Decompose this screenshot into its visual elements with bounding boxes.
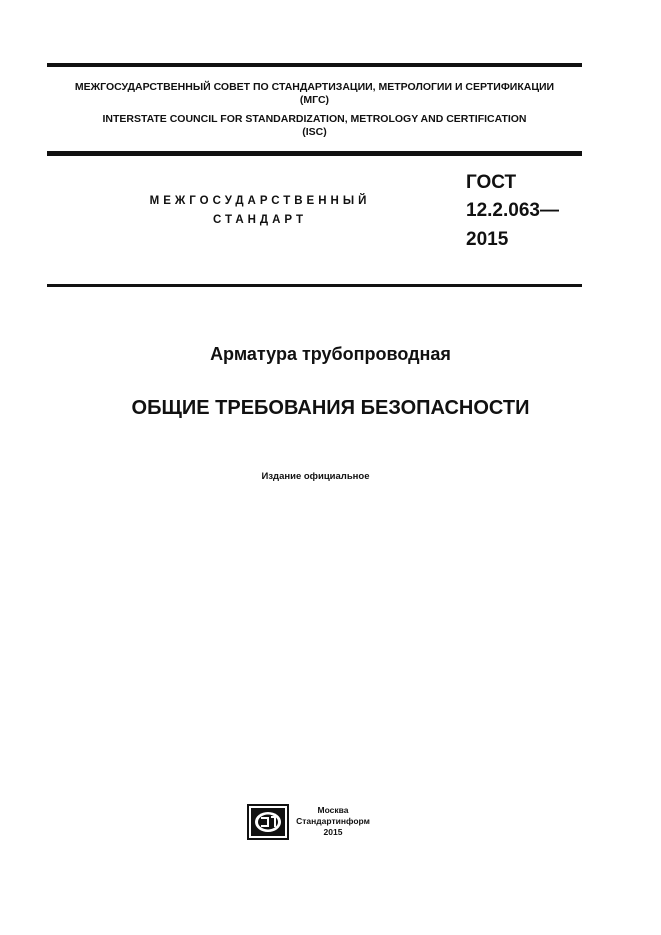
standard-label-line2: СТАНДАРТ [213, 214, 307, 226]
council-ru-line1: МЕЖГОСУДАРСТВЕННЫЙ СОВЕТ ПО СТАНДАРТИЗАЦИИ, МЕТРОЛОГИИ И СЕРТИФИКАЦИИ [74, 81, 555, 93]
gost-year: 2015 [466, 229, 509, 250]
publisher-block [295, 805, 371, 838]
edition-note: Издание официальное [261, 471, 370, 482]
gost-number: 12.2.063— [466, 200, 559, 221]
document-subject: Арматура трубопроводная [210, 344, 451, 364]
standard-label-line1: МЕЖГОСУДАРСТВЕННЫЙ [149, 195, 371, 207]
council-ru-line2: (МГС) [299, 94, 330, 106]
publisher-city: Москва [317, 805, 349, 815]
top-rule [47, 63, 582, 67]
gost-label: ГОСТ [466, 172, 517, 193]
council-en-line2: (ISC) [302, 126, 327, 138]
standartinform-logo-icon [247, 804, 289, 840]
publisher-name: Стандартинформ [296, 816, 370, 826]
header-thick-rule [47, 151, 582, 156]
council-en-line1: INTERSTATE COUNCIL FOR STANDARDIZATION, METROLOGY AND CERTIFICATION [102, 113, 527, 125]
publisher-year: 2015 [323, 827, 343, 837]
standard-rule [47, 284, 582, 287]
document-title: ОБЩИЕ ТРЕБОВАНИЯ БЕЗОПАСНОСТИ [131, 397, 530, 419]
